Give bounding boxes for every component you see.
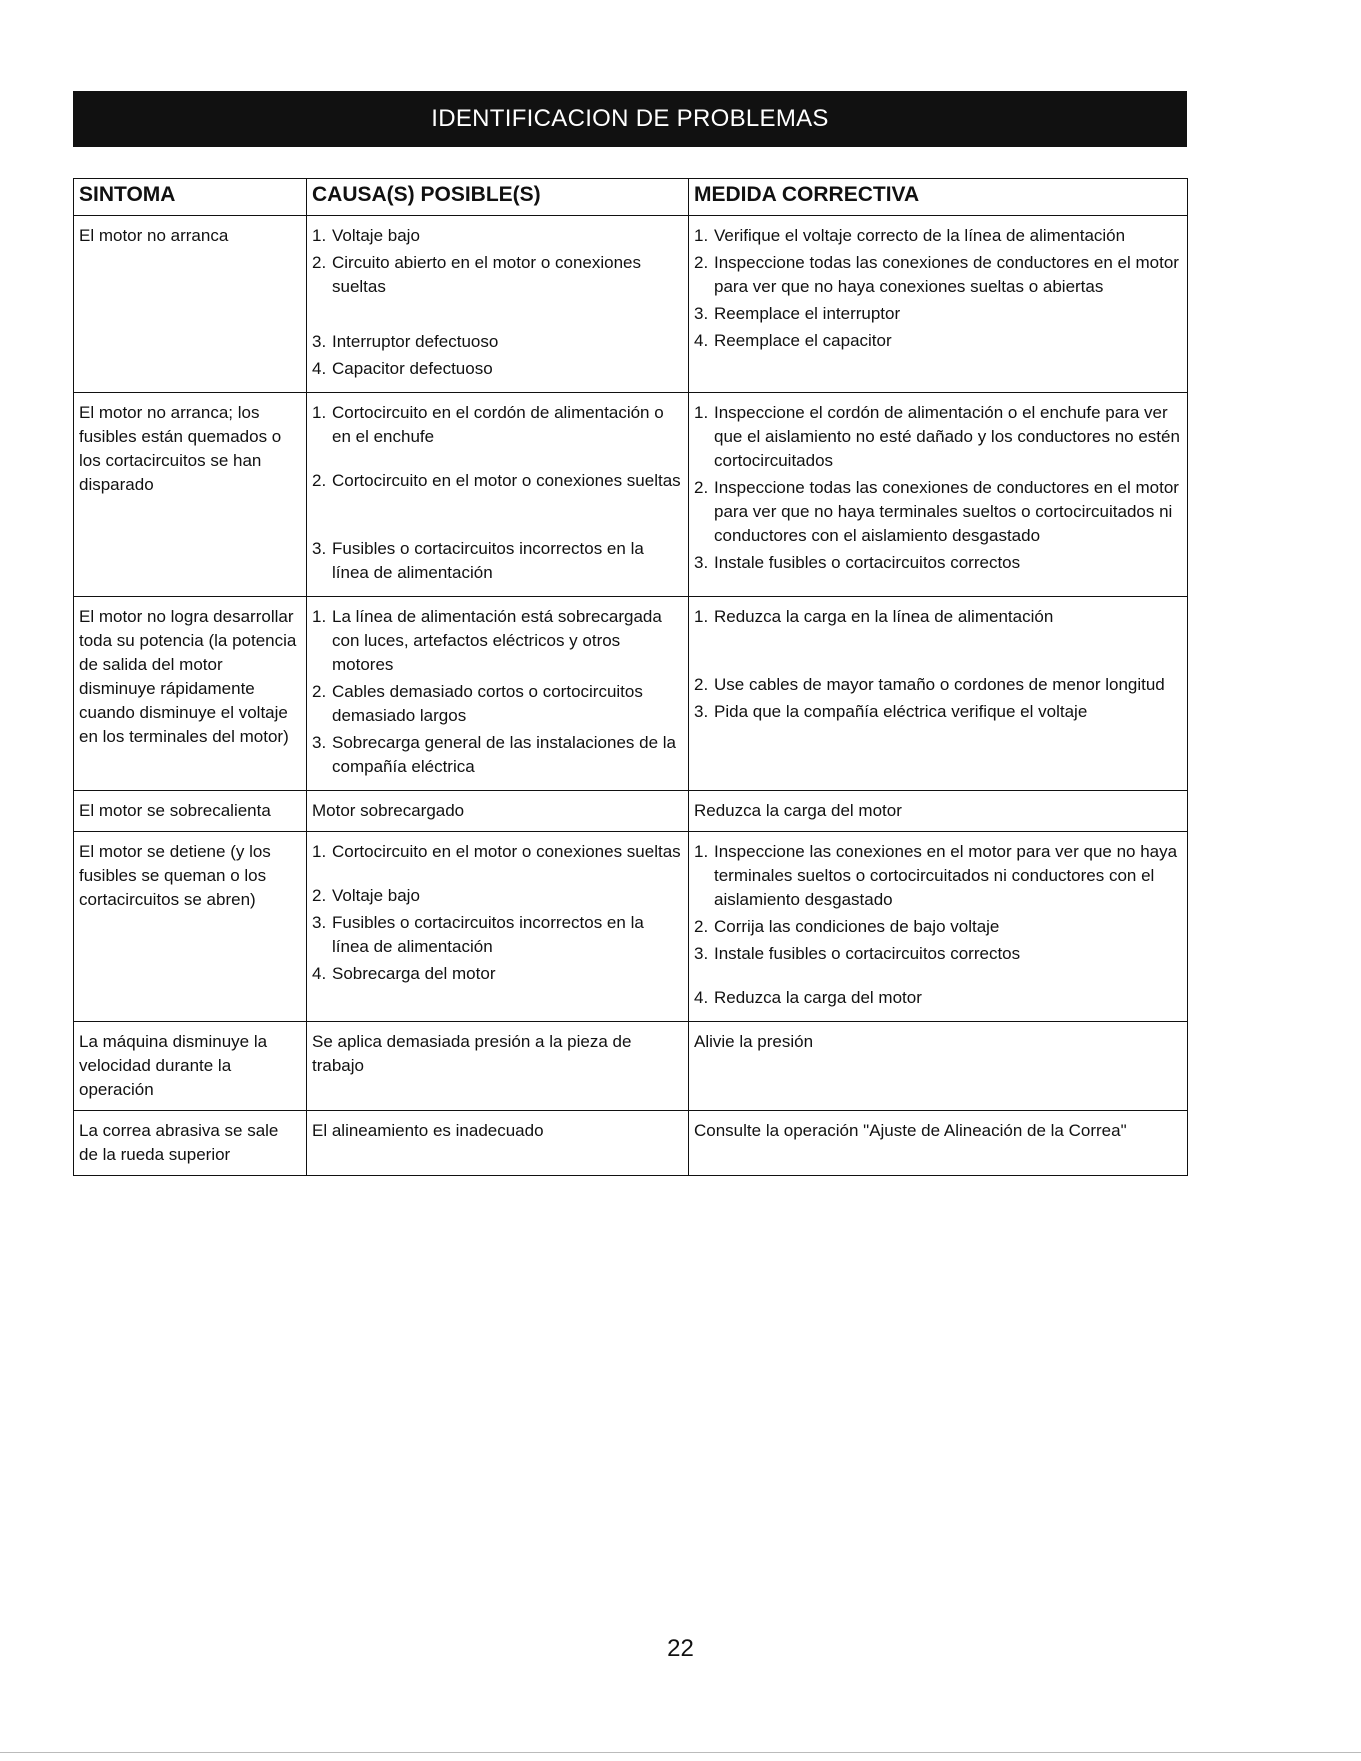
list-item: 3. Pida que la compañía eléctrica verifique el voltaje	[694, 702, 1088, 721]
remedy-cell	[689, 832, 1188, 1022]
symptom-cell: La máquina disminuye la velocidad durante la operación	[74, 1022, 307, 1111]
table-row	[74, 393, 1188, 597]
remedy-cell	[689, 597, 1188, 791]
troubleshooting-table	[73, 178, 1188, 1176]
symptom-cell: El motor se sobrecalienta	[74, 791, 307, 832]
symptom-cell: El motor no arranca; los fusibles están quemados o los cortacircuitos se han disparado	[74, 393, 307, 597]
list-item: 1. Voltaje bajo	[312, 226, 420, 245]
symptom-cell: El motor no logra desarrollar toda su potencia (la potencia de salida del motor disminuye rápidamente cuando disminuye el voltaje en los terminales del motor)	[74, 597, 307, 791]
table-row	[74, 1022, 1188, 1111]
table-row	[74, 832, 1188, 1022]
list-item: 2. Circuito abierto en el motor o conexiones sueltas	[312, 253, 641, 296]
remedy-cell: Reduzca la carga del motor	[689, 791, 1188, 832]
list-item: 2. Cables demasiado cortos o cortocircuitos demasiado largos	[312, 682, 643, 725]
header-causes: CAUSA(S) POSIBLE(S)	[307, 179, 689, 216]
list-item: 1. Inspeccione las conexiones en el motor para ver que no haya terminales sueltos o cortocircuitados ni conductores con el aislamiento desgastado	[694, 842, 1178, 909]
list-item: 3. Interruptor defectuoso	[312, 332, 499, 351]
list-item: 2. Corrija las condiciones de bajo voltaje	[694, 917, 1000, 936]
list-item: 1. Verifique el voltaje correcto de la línea de alimentación	[694, 226, 1126, 245]
list-item: 3. Reemplace el interruptor	[694, 304, 901, 323]
list-item: 3. Fusibles o cortacircuitos incorrectos en la línea de alimentación	[312, 539, 644, 582]
list-item: 3. Fusibles o cortacircuitos incorrectos en la línea de alimentación	[312, 913, 644, 956]
list-item: 4. Capacitor defectuoso	[312, 359, 493, 378]
header-symptom: SINTOMA	[74, 179, 307, 216]
list-item: 4. Sobrecarga del motor	[312, 964, 496, 983]
list-item: 2. Voltaje bajo	[312, 886, 420, 905]
list-item: 3. Instale fusibles o cortacircuitos correctos	[694, 944, 1021, 963]
list-item: 1. La línea de alimentación está sobrecargada con luces, artefactos eléctricos y otros motores	[312, 607, 662, 674]
list-item: 3. Sobrecarga general de las instalaciones de la compañía eléctrica	[312, 733, 677, 776]
page-title: IDENTIFICACION DE PROBLEMAS	[73, 91, 1187, 147]
page-number: 22	[667, 1635, 694, 1662]
remedy-cell	[689, 216, 1188, 393]
header-remedy: MEDIDA CORRECTIVA	[689, 179, 1188, 216]
bottom-rule	[0, 1752, 1361, 1753]
table-row	[74, 1111, 1188, 1176]
causes-cell: Se aplica demasiada presión a la pieza de trabajo	[307, 1022, 689, 1111]
list-item: 1. Cortocircuito en el motor o conexiones sueltas	[312, 842, 681, 861]
remedy-cell	[689, 393, 1188, 597]
symptom-cell: El motor no arranca	[74, 216, 307, 393]
symptom-cell: La correa abrasiva se sale de la rueda superior	[74, 1111, 307, 1176]
remedy-cell: Alivie la presión	[689, 1022, 1188, 1111]
table-row	[74, 597, 1188, 791]
list-item: 1. Reduzca la carga en la línea de alimentación	[694, 607, 1054, 626]
list-item: 2. Inspeccione todas las conexiones de conductores en el motor para ver que no haya terminales sueltos o cortocircuitados ni conductores con el aislamiento desgastado	[694, 478, 1179, 545]
list-item: 1. Inspeccione el cordón de alimentación o el enchufe para ver que el aislamiento no esté dañado y los conductores no estén cortocircuitados	[694, 403, 1180, 470]
causes-cell	[307, 832, 689, 1022]
causes-cell	[307, 393, 689, 597]
causes-cell: El alineamiento es inadecuado	[307, 1111, 689, 1176]
list-item: 4. Reemplace el capacitor	[694, 331, 892, 350]
table-row	[74, 791, 1188, 832]
list-item: 2. Use cables de mayor tamaño o cordones de menor longitud	[694, 675, 1165, 694]
table-row	[74, 216, 1188, 393]
list-item: 4. Reduzca la carga del motor	[694, 988, 922, 1007]
list-item: 3. Instale fusibles o cortacircuitos correctos	[694, 553, 1021, 572]
causes-cell	[307, 597, 689, 791]
list-item: 2. Cortocircuito en el motor o conexiones sueltas	[312, 471, 681, 490]
causes-cell: Motor sobrecargado	[307, 791, 689, 832]
list-item: 1. Cortocircuito en el cordón de alimentación o en el enchufe	[312, 403, 664, 446]
list-item: 2. Inspeccione todas las conexiones de conductores en el motor para ver que no haya conexiones sueltas o abiertas	[694, 253, 1179, 296]
causes-cell	[307, 216, 689, 393]
remedy-cell: Consulte la operación "Ajuste de Alineación de la Correa"	[689, 1111, 1188, 1176]
table-header-row	[74, 179, 1188, 216]
symptom-cell: El motor se detiene (y los fusibles se queman o los cortacircuitos se abren)	[74, 832, 307, 1022]
